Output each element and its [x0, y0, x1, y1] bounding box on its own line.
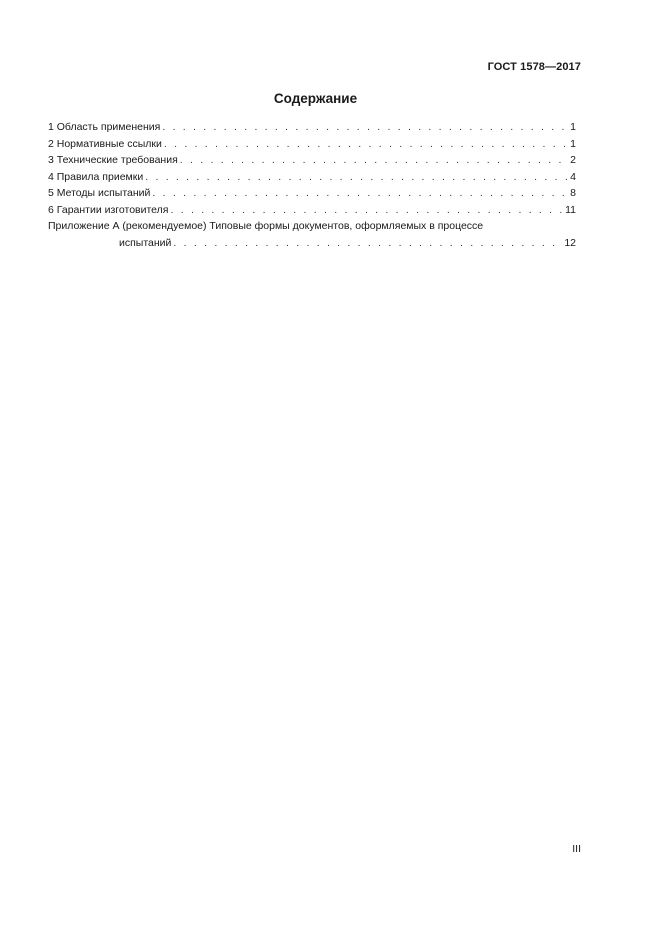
- toc-entry-page: 1: [570, 137, 576, 150]
- toc-leader-dots: [152, 185, 568, 202]
- toc-annex-label-cont: испытаний: [119, 236, 172, 249]
- page-number: III: [572, 843, 581, 855]
- toc-leader-dots: [145, 169, 568, 186]
- toc-annex-continuation: [48, 235, 576, 252]
- toc-entry[interactable]: [48, 169, 576, 186]
- toc-entry[interactable]: [48, 119, 576, 136]
- toc-entry-page: 8: [570, 187, 576, 199]
- toc-entry[interactable]: [48, 152, 576, 169]
- toc-leader-dots: [164, 136, 568, 153]
- toc-entry[interactable]: [48, 136, 576, 153]
- toc-leader-dots: [170, 202, 563, 219]
- document-code: ГОСТ 1578—2017: [487, 61, 581, 73]
- toc-leader-dots: [162, 119, 568, 136]
- toc-entry[interactable]: [48, 202, 576, 219]
- toc-entry[interactable]: [48, 185, 576, 202]
- toc-entry-label: 5 Методы испытаний: [48, 187, 151, 199]
- toc-leader-dots: [180, 152, 568, 169]
- toc-entry-page: 2: [570, 154, 576, 166]
- toc-entry-label: 6 Гарантии изготовителя: [48, 203, 169, 216]
- toc-entry-label: 4 Правила приемки: [48, 170, 144, 183]
- toc-entry-page: 11: [565, 203, 576, 216]
- toc-entry-page: 12: [564, 236, 576, 249]
- toc-leader-dots: [173, 235, 562, 252]
- toc-entry-page: 4: [570, 170, 576, 183]
- toc-entry-label: 3 Технические требования: [48, 154, 178, 166]
- toc-entry-label: 2 Нормативные ссылки: [48, 137, 162, 150]
- toc-entry-label: 1 Область применения: [48, 121, 161, 133]
- toc-annex-label: Приложение А (рекомендуемое) Типовые формы документов, оформляемых в процессе: [48, 220, 484, 232]
- toc-title: Содержание: [273, 91, 358, 106]
- table-of-contents: [48, 119, 576, 251]
- toc-entry-page: 1: [570, 121, 576, 133]
- toc-annex-entry[interactable]: [48, 218, 576, 251]
